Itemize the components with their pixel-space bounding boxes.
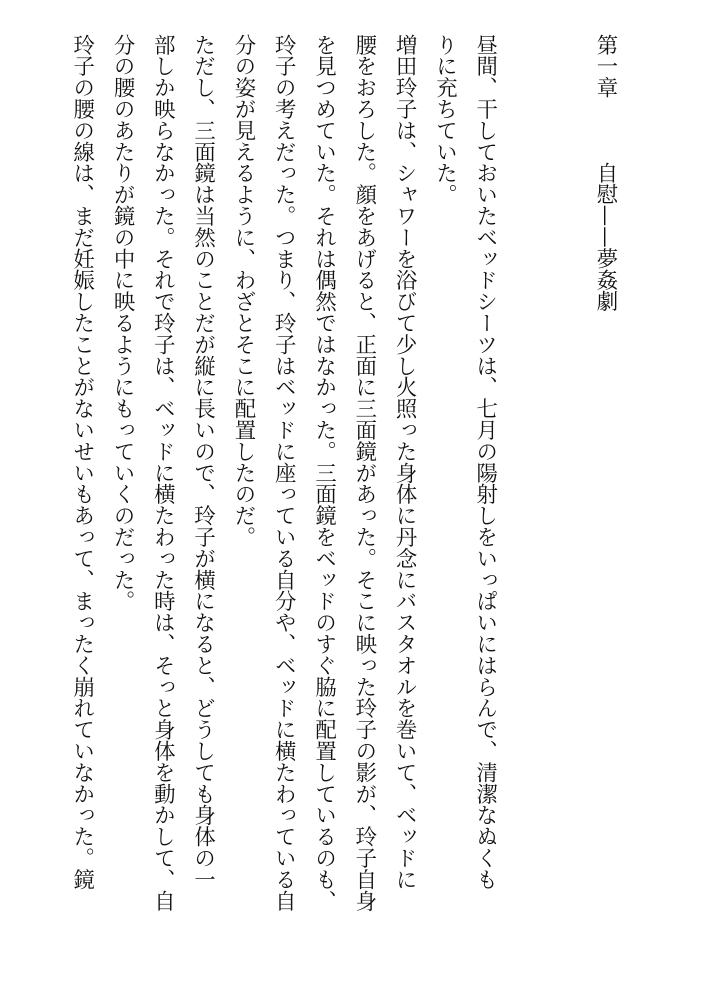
chapter-title: 自慰——夢姦劇 <box>593 162 618 313</box>
text-line: 分の腰のあたりが鏡の中に映るようにもっていくのだった。 <box>110 34 136 612</box>
text-line: ただし、三面鏡は当然のことだが縦に長いので、玲子が横になると、どうしても身体の一 <box>190 34 216 890</box>
text-line: 玲子の考えだった。つまり、玲子はベッドに座っている自分や、ベッドに横たわっている自 <box>271 34 297 912</box>
chapter-heading <box>585 34 625 974</box>
text-line: 増田玲子は、シャワーを浴びて少し火照った身体に丹念にバスタオルを巻いて、ベッドに <box>392 34 418 890</box>
text-line: 腰をおろした。顔をあげると、正面に三面鏡があった。そこに映った玲子の影が、玲子自身 <box>351 34 377 912</box>
text-line: 昼間、干しておいたベッドシーツは、七月の陽射しをいっぱいにはらんで、清潔なぬくも <box>472 34 498 890</box>
vertical-text-body <box>61 34 625 974</box>
chapter-label: 第一章 <box>593 34 618 99</box>
text-line: を見つめていた。それは偶然ではなかった。三面鏡をベッドのすぐ脇に配置しているのも、 <box>311 34 337 912</box>
text-line: 玲子の腰の線は、まだ妊娠したことがないせいもあって、まったく崩れていなかった。鏡 <box>69 34 95 890</box>
text-line: 分の姿が見えるように、わざとそこに配置したのだ。 <box>230 34 256 548</box>
text-line: りに充ちていた。 <box>432 34 458 206</box>
text-line: 部しか映らなかった。それで玲子は、ベッドに横たわった時は、そっと身体を動かして、自 <box>150 34 176 912</box>
